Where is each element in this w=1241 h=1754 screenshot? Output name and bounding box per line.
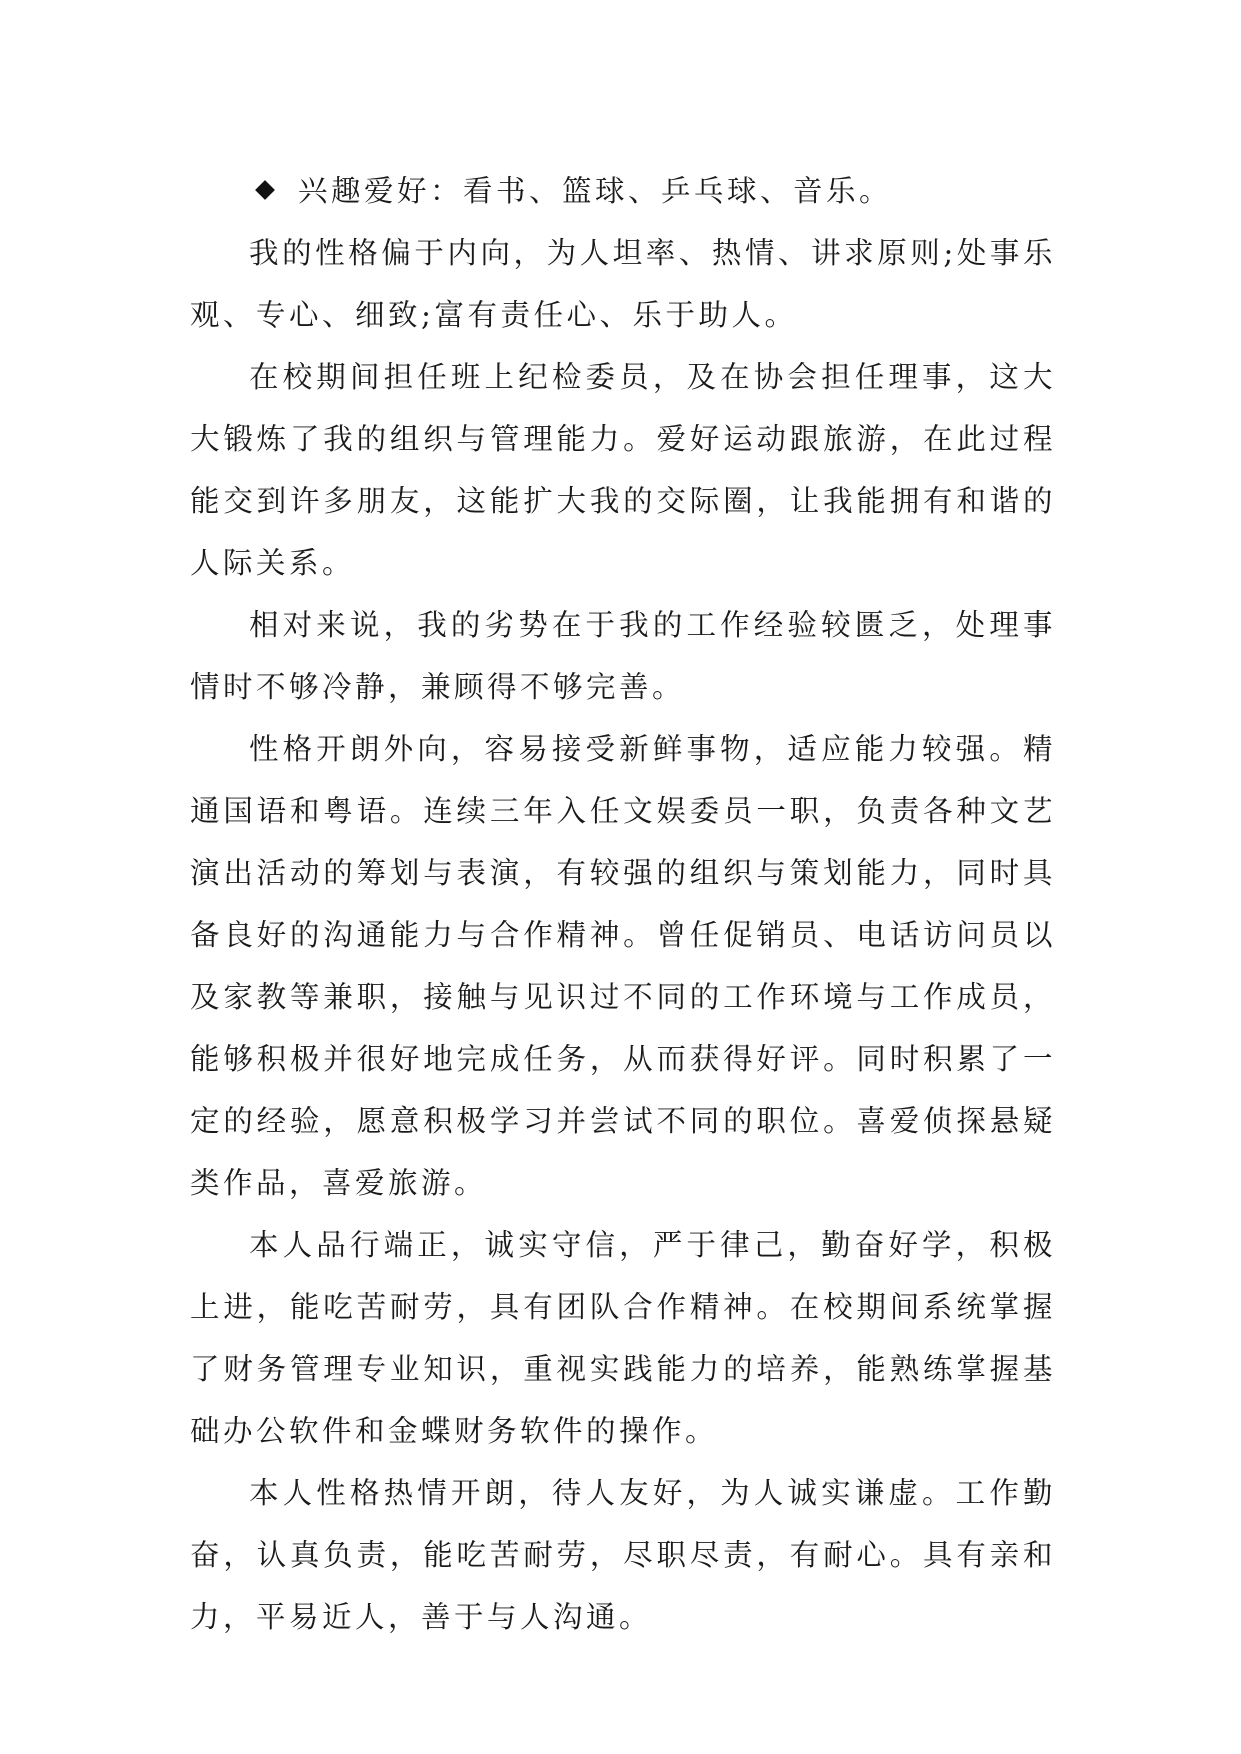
paragraph-character: 本人品行端正，诚实守信，严于律己，勤奋好学，积极上进，能吃苦耐劳，具有团队合作精神。在校期间系统掌握了财务管理专业知识，重视实践能力的培养，能熟练掌握基础办公软件和金蝶财务软件的操作。 [190,1228,1056,1448]
hobby-text: 兴趣爱好：看书、篮球、乒乓球、音乐。 [298,174,893,208]
document-body [190,160,1056,1648]
paragraph-school-roles: 在校期间担任班上纪检委员，及在协会担任理事，这大大锻炼了我的组织与管理能力。爱好运动跟旅游，在此过程能交到许多朋友，这能扩大我的交际圈，让我能拥有和谐的人际关系。 [190,360,1056,580]
paragraph-weakness: 相对来说，我的劣势在于我的工作经验较匮乏，处理事情时不够冷静，兼顾得不够完善。 [190,608,1056,704]
paragraph-attitude: 本人性格热情开朗，待人友好，为人诚实谦虚。工作勤奋，认真负责，能吃苦耐劳，尽职尽责，有耐心。具有亲和力，平易近人，善于与人沟通。 [190,1476,1056,1634]
diamond-bullet-icon [255,180,275,200]
paragraph-personality: 我的性格偏于内向，为人坦率、热情、讲求原则;处事乐观、专心、细致;富有责任心、乐于助人。 [190,236,1056,332]
hobby-line [190,160,1056,222]
paragraph-experience: 性格开朗外向，容易接受新鲜事物，适应能力较强。精通国语和粤语。连续三年入任文娱委员一职，负责各种文艺演出活动的筹划与表演，有较强的组织与策划能力，同时具备良好的沟通能力与合作精神。曾任促销员、电话访问员以及家教等兼职，接触与见识过不同的工作环境与工作成员，能够积极并很好地完成任务，从而获得好评。同时积累了一定的经验，愿意积极学习并尝试不同的职位。喜爱侦探悬疑类作品，喜爱旅游。 [190,732,1056,1200]
